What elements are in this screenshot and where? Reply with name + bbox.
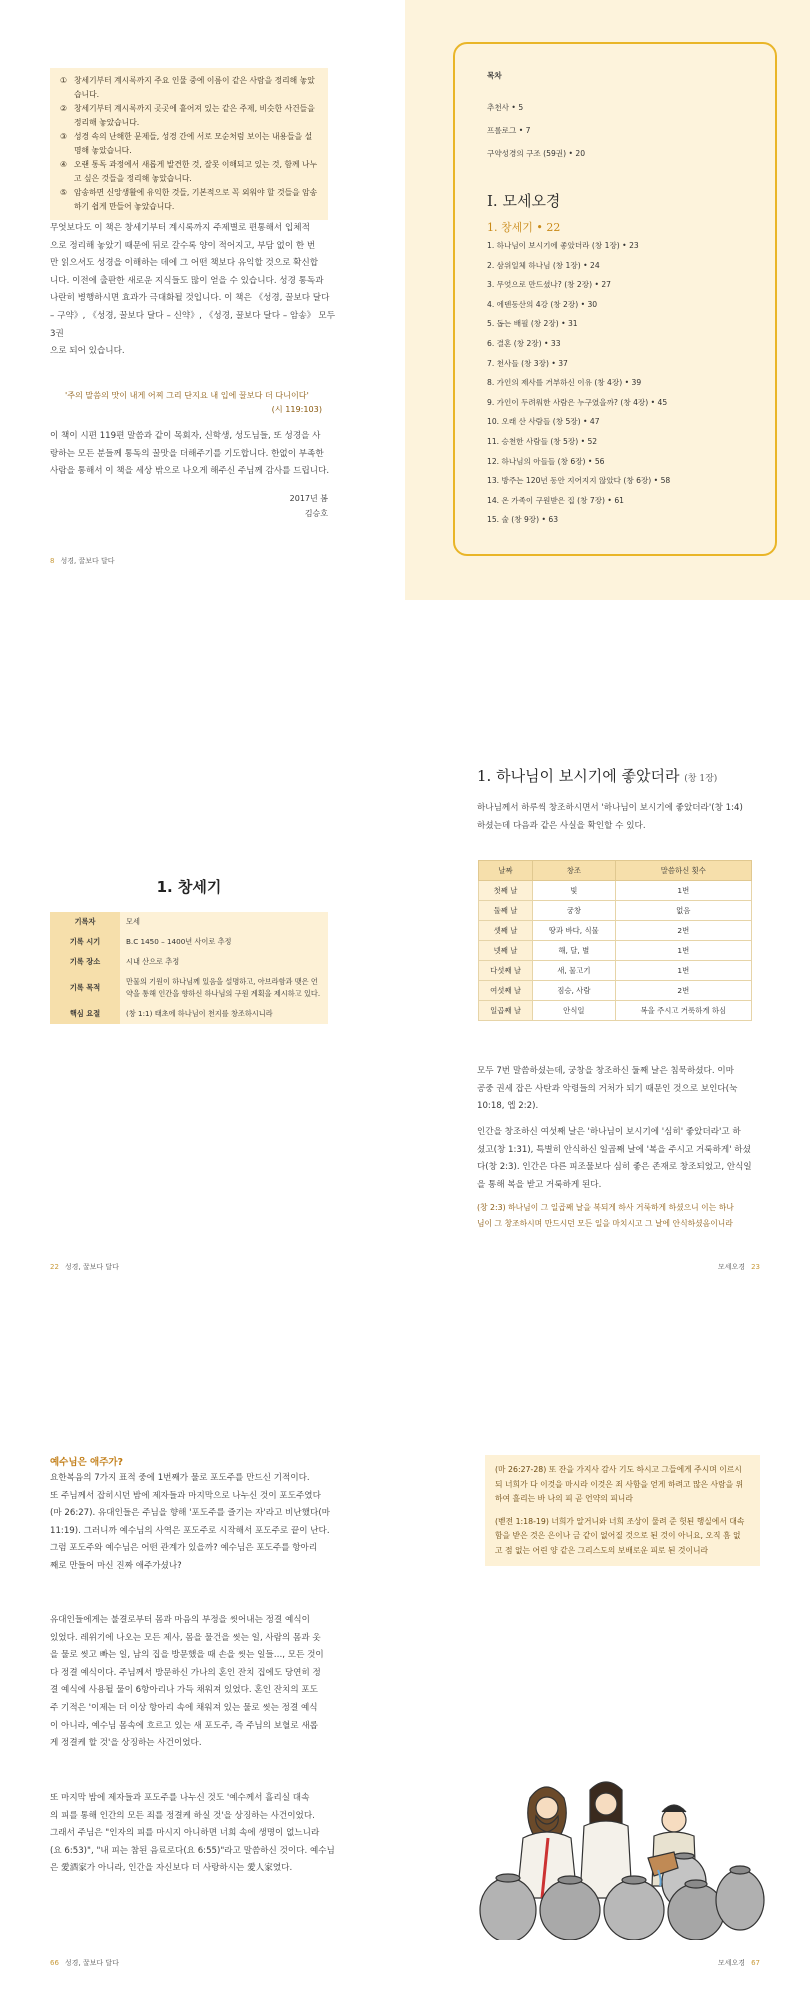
info-key: 핵심 요절	[50, 1004, 120, 1024]
text-line: 하셨는데 다음과 같은 사실을 확인할 수 있다.	[477, 820, 646, 831]
days-cell: 셋째 날	[479, 921, 533, 941]
article-intro	[477, 800, 762, 835]
text-line: 은 愛酒家가 아니라, 인간을 자신보다 더 사랑하시는 愛人家였다.	[50, 1863, 293, 1874]
intro-item-text: 창세기부터 계시록까지 곳곳에 흩어져 있는 같은 주제, 비슷한 사건들을 정리해 놓았습니다.	[74, 104, 315, 127]
info-row	[50, 912, 328, 932]
info-value: 모세	[120, 912, 328, 932]
intro-item	[60, 102, 318, 130]
intro-item	[60, 130, 318, 158]
page-footer-8	[50, 556, 114, 566]
text-line: 나란히 병행하시면 효과가 극대화될 것입니다. 이 책은 《성경, 꿀보다 달다	[50, 293, 330, 304]
days-row	[479, 881, 752, 901]
page-number: 22	[50, 1263, 59, 1271]
verse-line: 고 점 없는 어린 양 같은 그리스도의 보배로운 피로 된 것이니라	[495, 1545, 709, 1555]
text-line: 째로 만들어 마신 진짜 애주가셨나?	[50, 1560, 182, 1571]
info-value: 시내 산으로 추정	[120, 952, 328, 972]
article-title	[477, 765, 717, 786]
preface-quote-ref: (시 119:103)	[271, 404, 322, 414]
article-title-ref: (창 1장)	[684, 774, 718, 784]
days-cell: 짐승, 사람	[533, 981, 616, 1001]
text-line: 하나님께서 하루씩 창조하시면서 '하나님이 보시기에 좋았더라'(창 1:4)	[477, 803, 743, 813]
days-header-cell: 말씀하신 횟수	[615, 861, 751, 881]
days-row	[479, 921, 752, 941]
info-key: 기록 장소	[50, 952, 120, 972]
days-cell: 땅과 바다, 식물	[533, 921, 616, 941]
intro-item-number: ④	[60, 160, 67, 169]
text-line: 11:19). 그러니까 예수님의 사역은 포도주로 시작해서 포도주로 끝이 난다.	[50, 1525, 330, 1536]
running-title: 성경, 꿀보다 달다	[64, 1263, 119, 1271]
text-line: 다 정결 예식이다. 주님께서 방문하신 가나의 혼인 잔치 집에도 당연히 정	[50, 1667, 321, 1678]
wine-jars-illustration	[478, 1760, 768, 1940]
days-row	[479, 961, 752, 981]
text-line: 있었다. 레위기에 나오는 모든 제사, 몸을 물건을 씻는 일, 사람의 몸과 옷	[50, 1632, 321, 1643]
days-cell: 1번	[615, 961, 751, 981]
days-cell: 여섯째 날	[479, 981, 533, 1001]
verse-box	[485, 1455, 760, 1566]
column-paragraph-1	[50, 1470, 335, 1576]
intro-item-number: ①	[60, 76, 67, 85]
book-info-table	[50, 912, 328, 1024]
verse-line: (마 26:27-28) 또 잔을 가지사 감사 기도 하시고 그들에게 주시며 이르시	[495, 1465, 742, 1474]
preface-date: 2017년 봄	[289, 494, 328, 503]
toc-label: 목차	[487, 71, 502, 80]
page-number: 8	[50, 557, 55, 565]
page-footer-67	[700, 1958, 760, 1968]
verse-line: 함을 받은 것은 은이나 금 같이 없어질 것으로 된 것이 아니요, 오직 흠 없	[495, 1531, 741, 1540]
preface-author: 김승호	[304, 509, 328, 518]
running-title: 모세오경	[718, 1959, 746, 1967]
days-row	[479, 981, 752, 1001]
days-cell: 넷째 날	[479, 941, 533, 961]
text-line: 을 통해 복을 받고 거룩하게 된다.	[477, 1179, 602, 1190]
running-title: 성경, 꿀보다 달다	[60, 557, 115, 565]
article-verse	[477, 1200, 762, 1232]
page-number: 23	[751, 1263, 760, 1271]
toc-item: 6. 결혼 (창 2장) • 33	[487, 338, 561, 348]
verse-line: 하여 흘리는 바 나의 피 곧 언약의 피니라	[495, 1494, 633, 1503]
text-line: 을 물로 씻고 빠는 일, 남의 집을 방문했을 때 손을 씻는 일들…, 모든 것이	[50, 1650, 324, 1661]
text-line: 게 정결케 할 것'을 상징하는 사건이었다.	[50, 1738, 202, 1749]
text-line: 주 기적은 '이제는 더 이상 항아리 속에 채워져 있는 물로 씻는 정결 예식	[50, 1702, 318, 1713]
preface-paragraph-1	[50, 220, 335, 361]
page-footer-23	[700, 1262, 760, 1272]
text-line: 으로 되어 있습니다.	[50, 346, 125, 357]
toc-item: 14. 온 가족이 구원받은 집 (창 7장) • 61	[487, 495, 624, 505]
info-value: B.C 1450 – 1400년 사이로 추정	[120, 932, 328, 952]
text-line: 다(창 2:3). 인간은 다른 피조물보다 심히 좋은 존재로 창조되었고, 안식일	[477, 1162, 752, 1173]
toc-front-list	[487, 96, 747, 165]
days-cell: 궁창	[533, 901, 616, 921]
intro-item	[60, 186, 318, 214]
days-cell: 빛	[533, 881, 616, 901]
text-line: 요한복음의 7가지 표적 중에 1번째가 물로 포도주를 만드신 기적이다.	[50, 1473, 310, 1483]
toc-item: 5. 돕는 배필 (창 2장) • 31	[487, 319, 578, 329]
column-paragraph-3	[50, 1790, 335, 1878]
text-line: 공중 권세 잡은 사탄과 악령들의 거처가 되기 때문인 것으로 보인다(눅	[477, 1083, 738, 1094]
text-line: 으로 정리해 놓았기 때문에 뒤로 갈수록 양이 적어지고, 부담 없이 한 번	[50, 240, 316, 251]
days-cell: 복을 주시고 거룩하게 하심	[615, 1001, 751, 1021]
toc-part-title: I. 모세오경	[487, 192, 561, 210]
info-value: (창 1:1) 태초에 하나님이 천지를 창조하시니라	[120, 1004, 328, 1024]
intro-item-text: 창세기부터 계시록까지 주요 인물 중에 이름이 같은 사람을 정리해 놓았습니다.	[74, 76, 315, 99]
days-cell: 일곱째 날	[479, 1001, 533, 1021]
running-title: 성경, 꿀보다 달다	[64, 1959, 119, 1967]
days-cell: 안식일	[533, 1001, 616, 1021]
text-line: 사람을 통해서 이 책을 세상 밖으로 나오게 해주신 주님께 감사를 드립니다.	[50, 466, 330, 477]
toc-item: 4. 에덴동산의 4강 (창 2장) • 30	[487, 299, 598, 309]
running-title: 모세오경	[718, 1263, 746, 1271]
text-line: 유대인들에게는 불결로부터 몸과 마음의 부정을 씻어내는 정결 예식이	[50, 1615, 310, 1625]
page-footer-22	[50, 1262, 119, 1272]
toc-item: 12. 하나님의 아들들 (창 6장) • 56	[487, 456, 605, 466]
jar-6	[716, 1866, 764, 1930]
text-line: 셨고(창 1:31), 특별히 안식하신 일곱째 날에 '복을 주시고 거룩하게' 하셨	[477, 1144, 751, 1155]
text-line: 또 주님께서 잡히시던 밤에 제자들과 마지막으로 나누신 것이 포도주였다	[50, 1490, 321, 1501]
text-line: (마 26:27). 유대인들은 주님을 향해 '포도주를 즐기는 자'라고 비난했다(마	[50, 1508, 330, 1519]
intro-item-text: 성경 속의 난해한 문제들, 성경 간에 서로 모순처럼 보이는 내용들을 설명해 놓았습니다.	[74, 132, 313, 155]
days-cell: 둘째 날	[479, 901, 533, 921]
toc-item: 7. 천사들 (창 3장) • 37	[487, 358, 568, 368]
intro-item	[60, 74, 318, 102]
toc-item-list	[487, 236, 767, 530]
toc-item: 10. 오래 산 사람들 (창 5장) • 47	[487, 417, 600, 427]
toc-front-item: 프롤로그 • 7	[487, 126, 531, 135]
preface-quote: '주의 말씀의 맛이 내게 어찌 그리 단지요 내 입에 꿀보다 더 다니이다'	[65, 390, 309, 400]
days-row	[479, 1001, 752, 1021]
verse-gap	[495, 1507, 750, 1515]
text-line: 10:18, 엡 2:2).	[477, 1101, 539, 1112]
days-header-cell: 날짜	[479, 861, 533, 881]
text-line: – 구약》, 《성경, 꿀보다 달다 – 신약》, 《성경, 꿀보다 달다 – 암송》 모두 3권	[50, 310, 335, 339]
toc-item: 11. 승천한 사람들 (창 5장) • 52	[487, 436, 598, 446]
info-row	[50, 952, 328, 972]
text-line: 님이 그 창조하시며 만드시던 모든 일을 마치시고 그 날에 안식하셨음이니라	[477, 1219, 733, 1228]
toc-item: 8. 가인의 제사를 거부하신 이유 (창 4장) • 39	[487, 378, 642, 388]
info-row	[50, 932, 328, 952]
text-line: 만 읽으셔도 성경을 이해하는 데에 그 어떤 책보다 유익할 것으로 확신합	[50, 258, 319, 269]
text-line: (창 2:3) 하나님이 그 일곱째 날을 복되게 하사 거룩하게 하셨으니 이는 하나	[477, 1203, 734, 1212]
verse-line: (벧전 1:18-19) 너희가 알거니와 너희 조상이 물려 준 헛된 행실에서 대속	[495, 1516, 745, 1526]
days-cell: 해, 달, 별	[533, 941, 616, 961]
column-paragraph-2	[50, 1612, 335, 1753]
toc-chapter-title: 1. 창세기 • 22	[487, 221, 561, 234]
section-title: 1. 창세기	[156, 878, 222, 896]
intro-feature-box	[50, 68, 328, 220]
column-heading: 예수님은 애주가?	[50, 1457, 124, 1468]
toc-item: 3. 무엇으로 만드셨나? (창 2장) • 27	[487, 280, 612, 290]
text-line: 그래서 주님은 "인자의 피를 마시지 아니하면 너희 속에 생명이 없느니라	[50, 1828, 320, 1839]
toc-item: 2. 삼위일체 하나님 (창 1장) • 24	[487, 260, 600, 270]
days-header-row	[479, 861, 752, 881]
info-value: 만물의 기원이 하나님께 있음을 설명하고, 아브라함과 맺은 언약을 통해 인간을 향하신 하나님의 구원 계획을 제시하고 있다.	[120, 972, 328, 1004]
days-cell: 1번	[615, 941, 751, 961]
intro-item-text: 오랜 통독 과정에서 새롭게 발견한 것, 잘못 이해되고 있는 것, 함께 나누고 싶은 것들을 정리해 놓았습니다.	[74, 160, 318, 183]
article-paragraph-2	[477, 1124, 762, 1194]
info-row	[50, 1004, 328, 1024]
intro-item	[60, 158, 318, 186]
text-line: 무엇보다도 이 책은 창세기부터 계시록까지 주제별로 편통해서 입체적	[50, 223, 310, 233]
days-cell: 다섯째 날	[479, 961, 533, 981]
info-key: 기록 목적	[50, 972, 120, 1004]
text-line: 또 마지막 밤에 제자들과 포도주를 나누신 것도 '예수께서 흘리실 대속	[50, 1793, 310, 1803]
article-paragraph-1	[477, 1063, 762, 1116]
text-line: 그럼 포도주와 예수님은 어떤 관계가 있을까? 예수님은 포도주를 항아리	[50, 1543, 318, 1554]
days-cell: 없음	[615, 901, 751, 921]
days-row	[479, 901, 752, 921]
info-key: 기록 시기	[50, 932, 120, 952]
text-line: 의 피를 통해 인간의 모든 죄를 정결케 하실 것'을 상징하는 사건이었다.	[50, 1810, 315, 1821]
text-line: 인간을 창조하신 여섯째 날은 '하나님이 보시기에 '심히' 좋았더라'고 하	[477, 1127, 741, 1137]
days-cell: 2번	[615, 981, 751, 1001]
days-cell: 첫째 날	[479, 881, 533, 901]
page-number: 67	[751, 1959, 760, 1967]
toc-item: 1. 하나님이 보시기에 좋았더라 (창 1장) • 23	[487, 241, 639, 250]
page-number: 66	[50, 1959, 59, 1967]
days-row	[479, 941, 752, 961]
page-footer-66	[50, 1958, 119, 1968]
info-key: 기록자	[50, 912, 120, 932]
intro-item-number: ②	[60, 104, 67, 113]
intro-item-number: ③	[60, 132, 67, 141]
toc-item: 13. 방주는 120년 동안 지어지지 않았다 (창 6장) • 58	[487, 476, 671, 486]
text-line: 랑하는 모든 분들께 통독의 꿀맛을 더해주기를 기도합니다. 한없이 부족한	[50, 448, 324, 459]
days-cell: 2번	[615, 921, 751, 941]
verse-line: 되 너희가 다 이것을 마시라 이것은 죄 사함을 얻게 하려고 많은 사람을 위	[495, 1479, 744, 1489]
toc-item: 15. 술 (창 9장) • 63	[487, 515, 559, 525]
text-line: 결 예식에 사용될 물이 6항아리나 가득 채워져 있었다. 혼인 잔치의 포도	[50, 1685, 318, 1696]
toc-front-item: 구약성경의 구조 (59권) • 20	[487, 149, 586, 158]
text-line: 모두 7번 말씀하셨는데, 궁창을 창조하신 둘째 날은 침묵하셨다. 이마	[477, 1066, 734, 1076]
days-header-cell: 창조	[533, 861, 616, 881]
creation-days-table	[478, 860, 752, 1021]
article-title-text: 1. 하나님이 보시기에 좋았더라	[477, 767, 680, 785]
days-cell: 1번	[615, 881, 751, 901]
toc-item: 9. 가인이 두려워한 사람은 누구였을까? (창 4장) • 45	[487, 397, 668, 407]
text-line: 이 책이 시편 119편 말씀과 같이 목회자, 신학생, 성도님들, 또 성경을 사	[50, 431, 321, 441]
intro-item-number: ⑤	[60, 188, 67, 197]
days-cell: 새, 물고기	[533, 961, 616, 981]
text-line: (요 6:53)", "내 피는 참된 음료로다(요 6:55)"라고 말씀하신 것이다. 예수님	[50, 1845, 335, 1856]
text-line: 이 아니라, 예수님 몸속에 흐르고 있는 새 포도주, 즉 주님의 보혈로 새롭	[50, 1720, 318, 1731]
preface-paragraph-2	[50, 428, 335, 481]
info-row	[50, 972, 328, 1004]
text-line: 니다. 이전에 출판한 새로운 지식들도 많이 얻을 수 있습니다. 성경 통독과	[50, 275, 324, 286]
toc-front-item: 추천사 • 5	[487, 103, 524, 112]
intro-item-text: 암송하면 신앙생활에 유익한 것들, 기본적으로 꼭 외워야 할 것들을 암송하기 쉽게 만들어 놓았습니다.	[74, 188, 318, 211]
